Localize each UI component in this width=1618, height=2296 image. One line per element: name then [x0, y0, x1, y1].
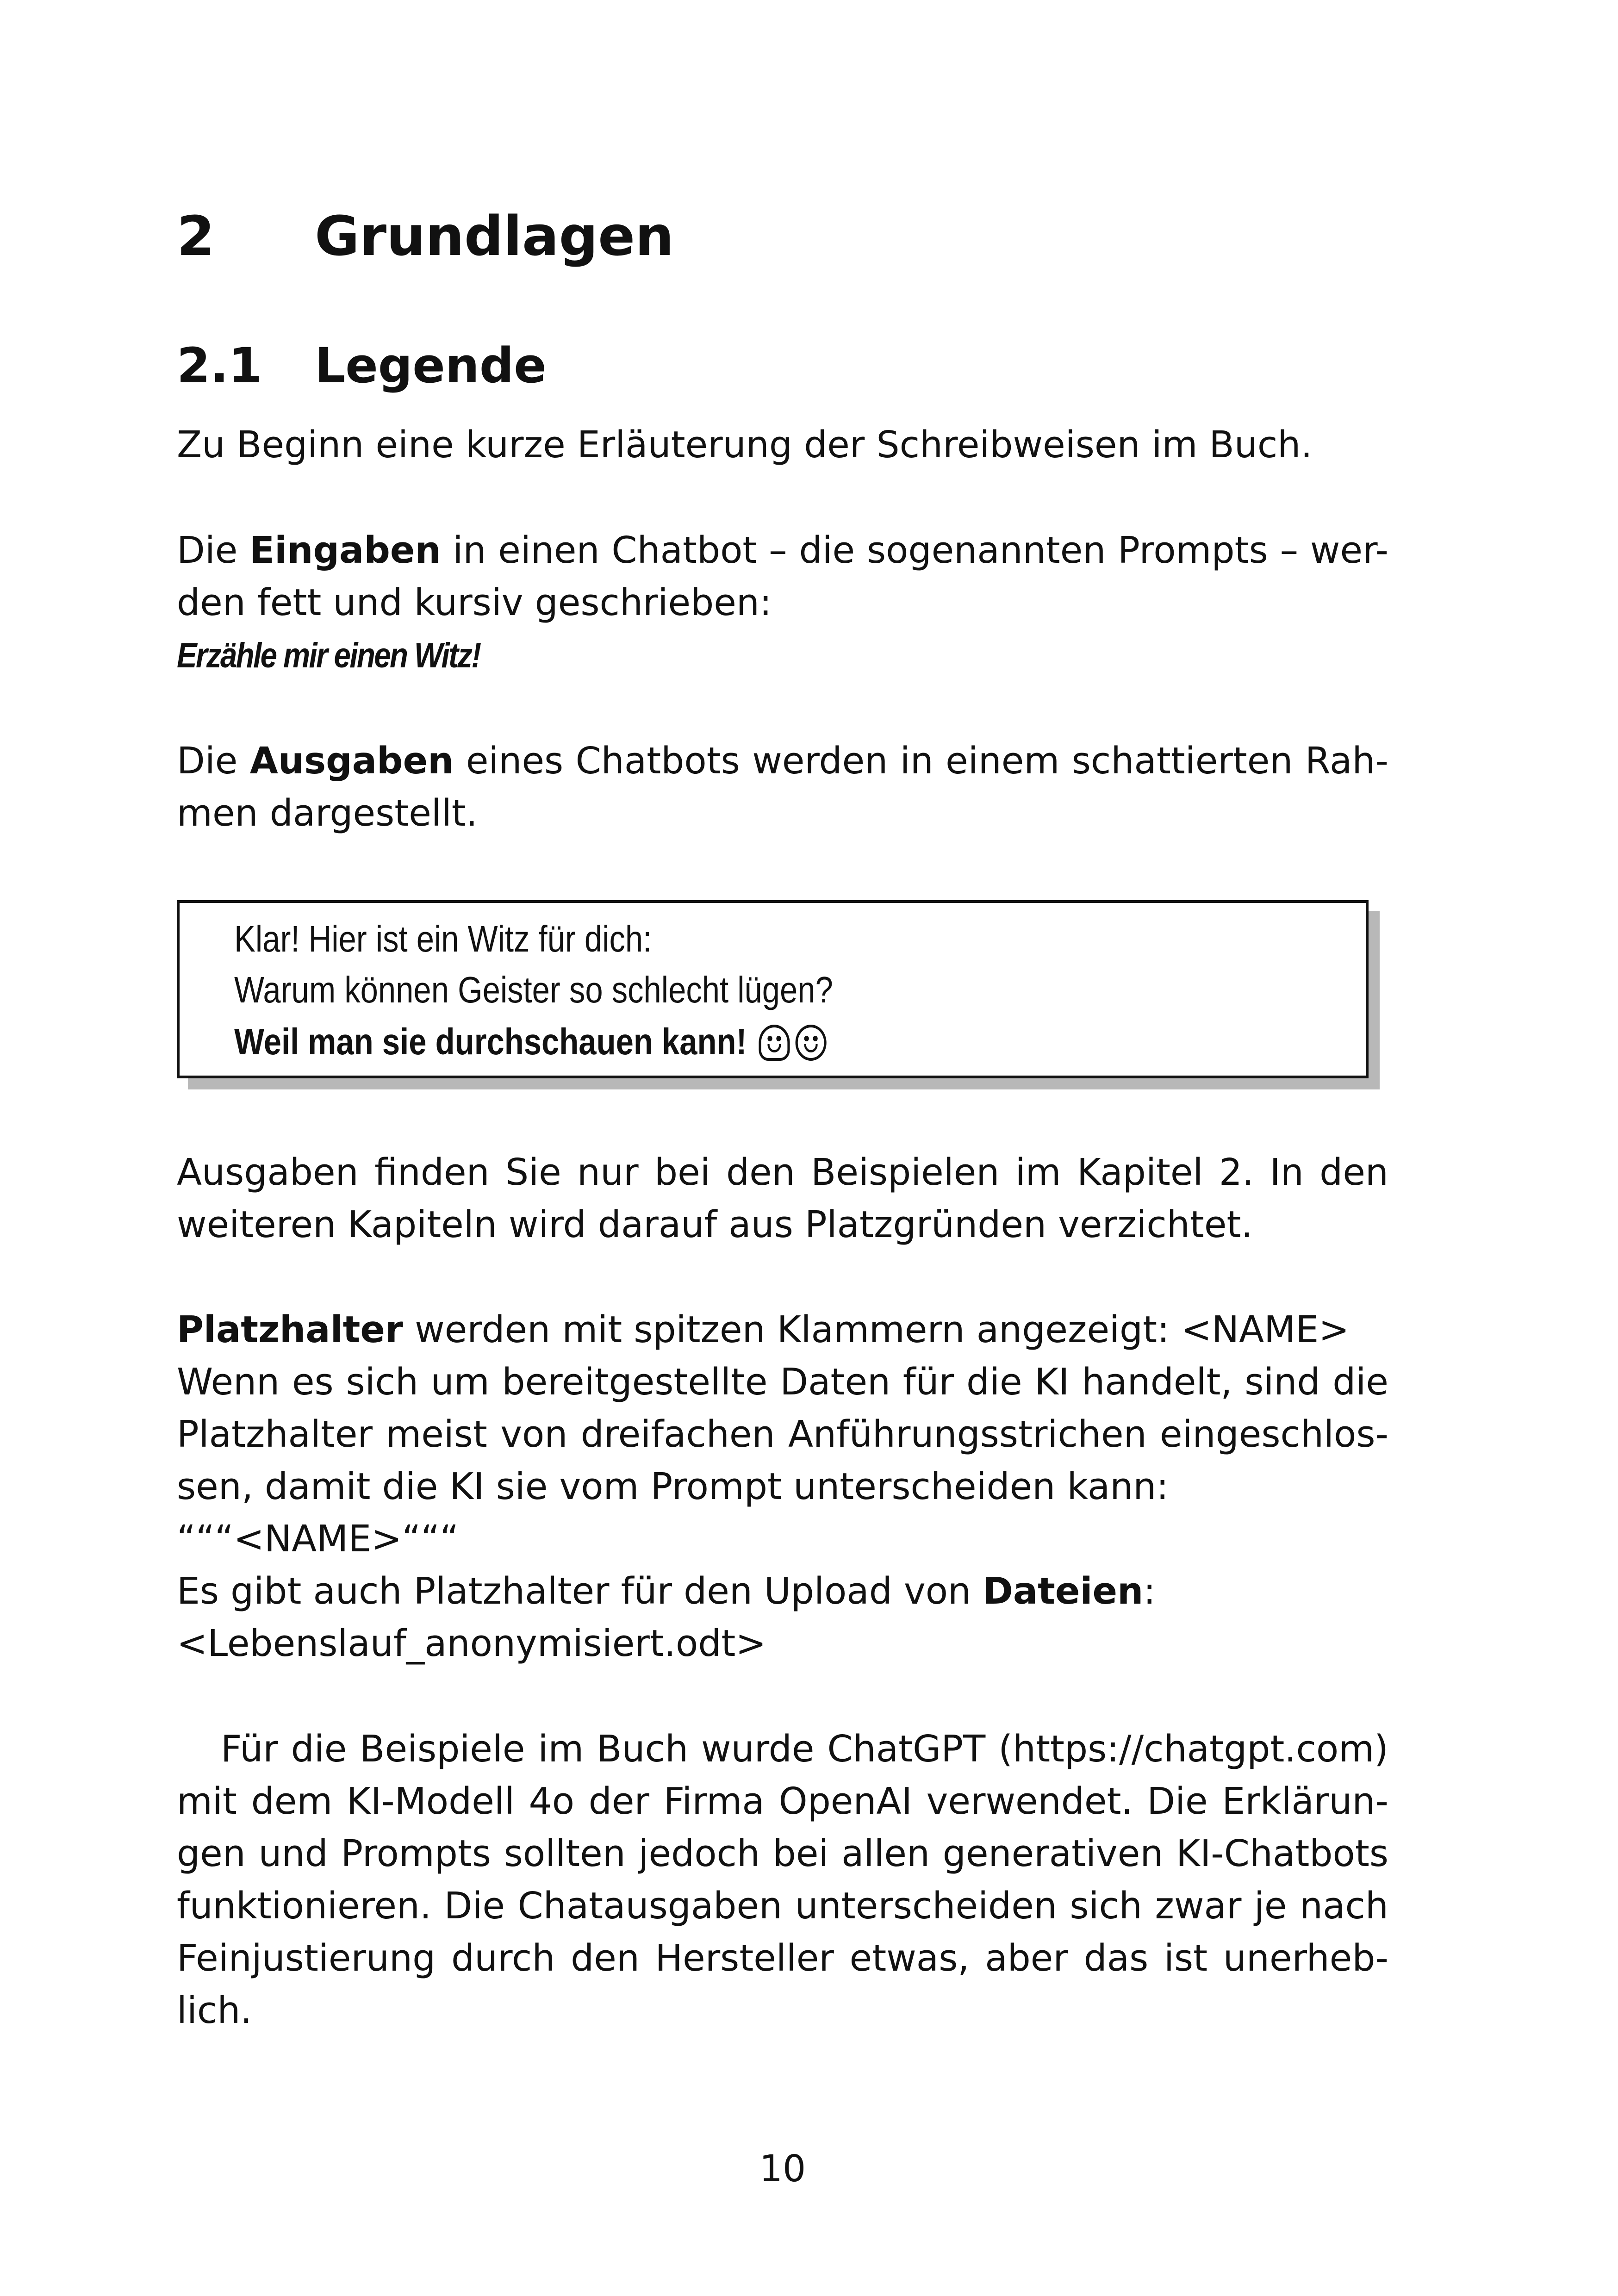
inputs-term: Eingaben [249, 529, 441, 572]
page-number: 10 [759, 2147, 806, 2190]
chatbot-output-box [177, 900, 1369, 1078]
placeholder-term: Platzhalter [177, 1308, 403, 1351]
section-title: Legende [315, 337, 547, 394]
chapter-title: Grundlagen [315, 204, 674, 268]
chatgpt-paragraph: Für die Beispiele im Buch wurde ChatGPT (https://chatgpt.com) mit dem KI-Modell 4o der Firma OpenAI verwendet. Die Erklärun-gen und Prompts sollten jedoch bei allen generativen KI-Chatbots funktionieren. Die Chatausgaben unterscheiden sich zwar je nach Feinjustierung durch den Hersteller etwas, aber das ist unerheb-lich. [177, 1728, 1388, 2032]
section-heading [177, 333, 547, 398]
placeholder-explanation: Wenn es sich um bereitgestellte Daten für die KI handelt, sind die Platzhalter meist von dreifachen Anführungsstrichen eingeschlos-sen, damit die KI sie vom Prompt unterscheiden kann: [177, 1361, 1388, 1508]
file-placeholder-example: <Lebenslauf_anonymisiert.odt> [177, 1622, 766, 1665]
chapter-heading [177, 199, 674, 273]
section-number: 2.1 [177, 337, 262, 394]
outputs-term: Ausgaben [249, 740, 454, 782]
output-line-2: Warum können Geister so schlecht lügen? [234, 969, 833, 1010]
placeholder-paragraph: Platzhalter werden mit spitzen Klammern angezeigt: <NAME> Wenn es sich um bereitgestellte Daten für die KI handelt, sind die Platzhalter meist von dreifachen Anführungsstrichen eingeschlos-sen, damit die KI sie vom Prompt unterscheiden kann: “““<NAME>“““ Es gibt auch Platzhalter für den Upload von Dateien: <Lebenslauf_anonymisiert.odt> [177, 1308, 1388, 1665]
ghost-emoji-icon [759, 1025, 790, 1061]
chapter-number: 2 [177, 204, 215, 268]
files-term: Dateien [983, 1570, 1144, 1612]
output-line-3: Weil man sie durchschauen kann! [234, 1019, 826, 1065]
laughing-emoji-icon [795, 1025, 826, 1061]
inputs-paragraph: Die Eingaben in einen Chatbot – die sogenannten Prompts – wer-den fett und kursiv geschrieben: Erzähle mir einen Witz! [177, 524, 1388, 682]
outputs-note-paragraph: Ausgaben finden Sie nur bei den Beispielen im Kapitel 2. In den weiteren Kapiteln wird darauf aus Platzgründen verzichtet. [177, 1151, 1388, 1246]
outputs-paragraph: Die Ausgaben eines Chatbots werden in einem schattierten Rah-men dargestellt. [177, 740, 1388, 834]
output-line-1: Klar! Hier ist ein Witz für dich: [234, 918, 652, 959]
intro-paragraph: Zu Beginn eine kurze Erläuterung der Schreibweisen im Buch. [177, 423, 1313, 466]
quoted-placeholder: “““<NAME>“““ [177, 1518, 459, 1560]
prompt-example: Erzähle mir einen Witz! [177, 636, 480, 675]
